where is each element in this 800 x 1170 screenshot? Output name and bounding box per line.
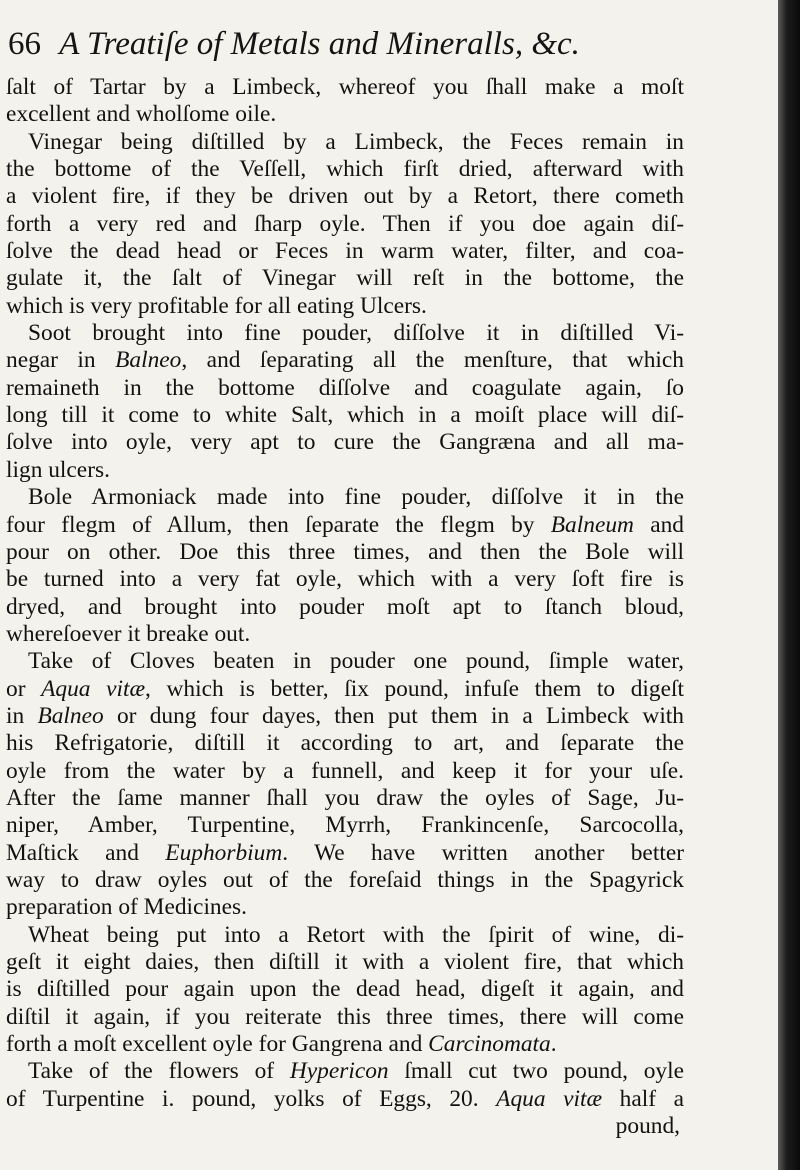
- line-text: oyle from the water by a funnell, and keep it for your uſe.: [6, 757, 684, 784]
- line-text: Take of Cloves beaten in pouder one pound, ſimple water,: [28, 648, 684, 675]
- line-text: ſmall cut two pound, oyle: [388, 1058, 684, 1085]
- text-line: [6, 594, 684, 621]
- text-line: [6, 1058, 684, 1085]
- text-line: [6, 512, 684, 539]
- text-line: [6, 265, 684, 292]
- text-line: [6, 457, 684, 484]
- body-text: [6, 74, 684, 1140]
- text-line: [6, 730, 684, 757]
- text-line: [6, 183, 684, 210]
- line-text: forth a moſt excellent oyle for Gangrena and: [6, 1031, 429, 1058]
- page-number: 66: [8, 26, 41, 62]
- text-line: [6, 129, 684, 156]
- text-line: [6, 293, 684, 320]
- line-text: half a: [602, 1085, 685, 1112]
- italic-text: Euphorbium: [165, 839, 283, 866]
- line-text: . We have written another better: [282, 839, 684, 866]
- text-line: [6, 429, 684, 456]
- text-line: [6, 1086, 684, 1113]
- line-text: the bottome of the Veſſell, which firſt dried, afterward with: [6, 156, 684, 183]
- text-line: [6, 375, 684, 402]
- line-text: lign ulcers.: [6, 456, 110, 483]
- text-line: [6, 74, 684, 101]
- italic-text: Aqua vitæ: [41, 675, 146, 702]
- line-text: preparation of Medicines.: [6, 894, 247, 921]
- line-text: pound,: [615, 1113, 680, 1140]
- line-text: ſolve the dead head or Feces in warm water, filter, and coa-: [6, 238, 684, 265]
- italic-text: Balneo: [37, 702, 104, 729]
- line-text: Maſtick and: [6, 839, 166, 866]
- page-edge-shadow: [778, 0, 800, 1170]
- line-text: negar in: [6, 347, 116, 374]
- italic-text: Hypericon: [289, 1058, 389, 1085]
- line-text: ſolve into oyle, very apt to cure the Gangræna and all ma-: [6, 429, 684, 456]
- line-text: forth a very red and ſharp oyle. Then if you doe again diſ-: [6, 210, 684, 237]
- line-text: is diſtilled pour again upon the dead head, digeſt it again, and: [6, 976, 684, 1003]
- text-line: [6, 484, 684, 511]
- line-text: way to draw oyles out of the foreſaid things in the Spagyrick: [6, 866, 684, 893]
- text-line: [6, 812, 684, 839]
- line-text: four flegm of Allum, then ſeparate the flegm by: [6, 511, 551, 538]
- text-line: [6, 101, 684, 128]
- text-line: [6, 840, 684, 867]
- text-line: [6, 621, 684, 648]
- page-header: [8, 26, 580, 63]
- line-text: Take of the flowers of: [28, 1058, 290, 1085]
- catchword: [6, 1113, 684, 1140]
- line-text: long till it come to white Salt, which in a moiſt place will diſ-: [6, 402, 684, 429]
- line-text: , and ſeparating all the menſture, that which: [181, 347, 684, 374]
- line-text: which is very profitable for all eating Ulcers.: [6, 292, 427, 319]
- text-line: [6, 785, 684, 812]
- line-text: whereſoever it breake out.: [6, 620, 251, 647]
- line-text: After the ſame manner ſhall you draw the oyles of Sage, Ju-: [6, 784, 684, 811]
- line-text: a violent fire, if they be driven out by a Retort, there cometh: [6, 183, 684, 210]
- line-text: in: [6, 702, 38, 729]
- text-line: [6, 402, 684, 429]
- text-line: [6, 949, 684, 976]
- line-text: Wheat being put into a Retort with the ſpirit of wine, di-: [28, 921, 684, 948]
- line-text: and: [633, 511, 684, 538]
- text-line: [6, 1004, 684, 1031]
- italic-text: Carcinomata: [428, 1031, 551, 1058]
- running-title: A Treatiſe of Metals and Mineralls, &c.: [59, 26, 580, 62]
- line-text: remaineth in the bottome diſſolve and coagulate again, ſo: [6, 374, 684, 401]
- line-text: .: [550, 1031, 557, 1058]
- text-line: [6, 703, 684, 730]
- text-line: [6, 347, 684, 374]
- text-line: [6, 211, 684, 238]
- text-line: [6, 758, 684, 785]
- text-line: [6, 156, 684, 183]
- line-text: niper, Amber, Turpentine, Myrrh, Frankincenſe, Sarcocolla,: [6, 812, 684, 839]
- italic-text: Aqua vitæ: [496, 1085, 603, 1112]
- line-text: or dung four dayes, then put them in a Limbeck with: [103, 702, 685, 729]
- line-text: be turned into a very fat oyle, which with a very ſoft fire is: [6, 566, 684, 593]
- line-text: Soot brought into fine pouder, diſſolve it in diſtilled Vi-: [28, 320, 684, 347]
- text-line: [6, 976, 684, 1003]
- line-text: or: [6, 675, 42, 702]
- text-line: [6, 867, 684, 894]
- line-text: his Refrigatorie, diſtill it according to art, and ſeparate the: [6, 730, 684, 757]
- text-line: [6, 320, 684, 347]
- line-text: ſalt of Tartar by a Limbeck, whereof you ſhall make a moſt: [6, 74, 684, 100]
- line-text: , which is better, ſix pound, infuſe them to digeſt: [145, 675, 684, 702]
- line-text: geſt it eight daies, then diſtill it with a violent fire, that which: [6, 949, 684, 975]
- line-text: gulate it, the ſalt of Vinegar will reſt in the bottome, the: [6, 265, 684, 292]
- text-line: [6, 676, 684, 703]
- text-line: [6, 922, 684, 949]
- line-text: pour on other. Doe this three times, and then the Bole will: [6, 538, 684, 565]
- text-line: [6, 1031, 684, 1058]
- italic-text: Balneo: [115, 347, 182, 374]
- line-text: diſtil it again, if you reiterate this three times, there will come: [6, 1003, 684, 1030]
- text-line: [6, 238, 684, 265]
- line-text: of Turpentine i. pound, yolks of Eggs, 20.: [6, 1085, 497, 1112]
- italic-text: Balneum: [550, 511, 634, 538]
- line-text: Bole Armoniack made into fine pouder, diſſolve it in the: [28, 484, 684, 511]
- text-line: [6, 894, 684, 921]
- line-text: excellent and wholſome oile.: [6, 101, 277, 128]
- text-line: [6, 539, 684, 566]
- line-text: dryed, and brought into pouder moſt apt to ſtanch bloud,: [6, 593, 684, 620]
- text-line: [6, 566, 684, 593]
- line-text: Vinegar being diſtilled by a Limbeck, the Feces remain in: [28, 128, 684, 155]
- text-line: [6, 648, 684, 675]
